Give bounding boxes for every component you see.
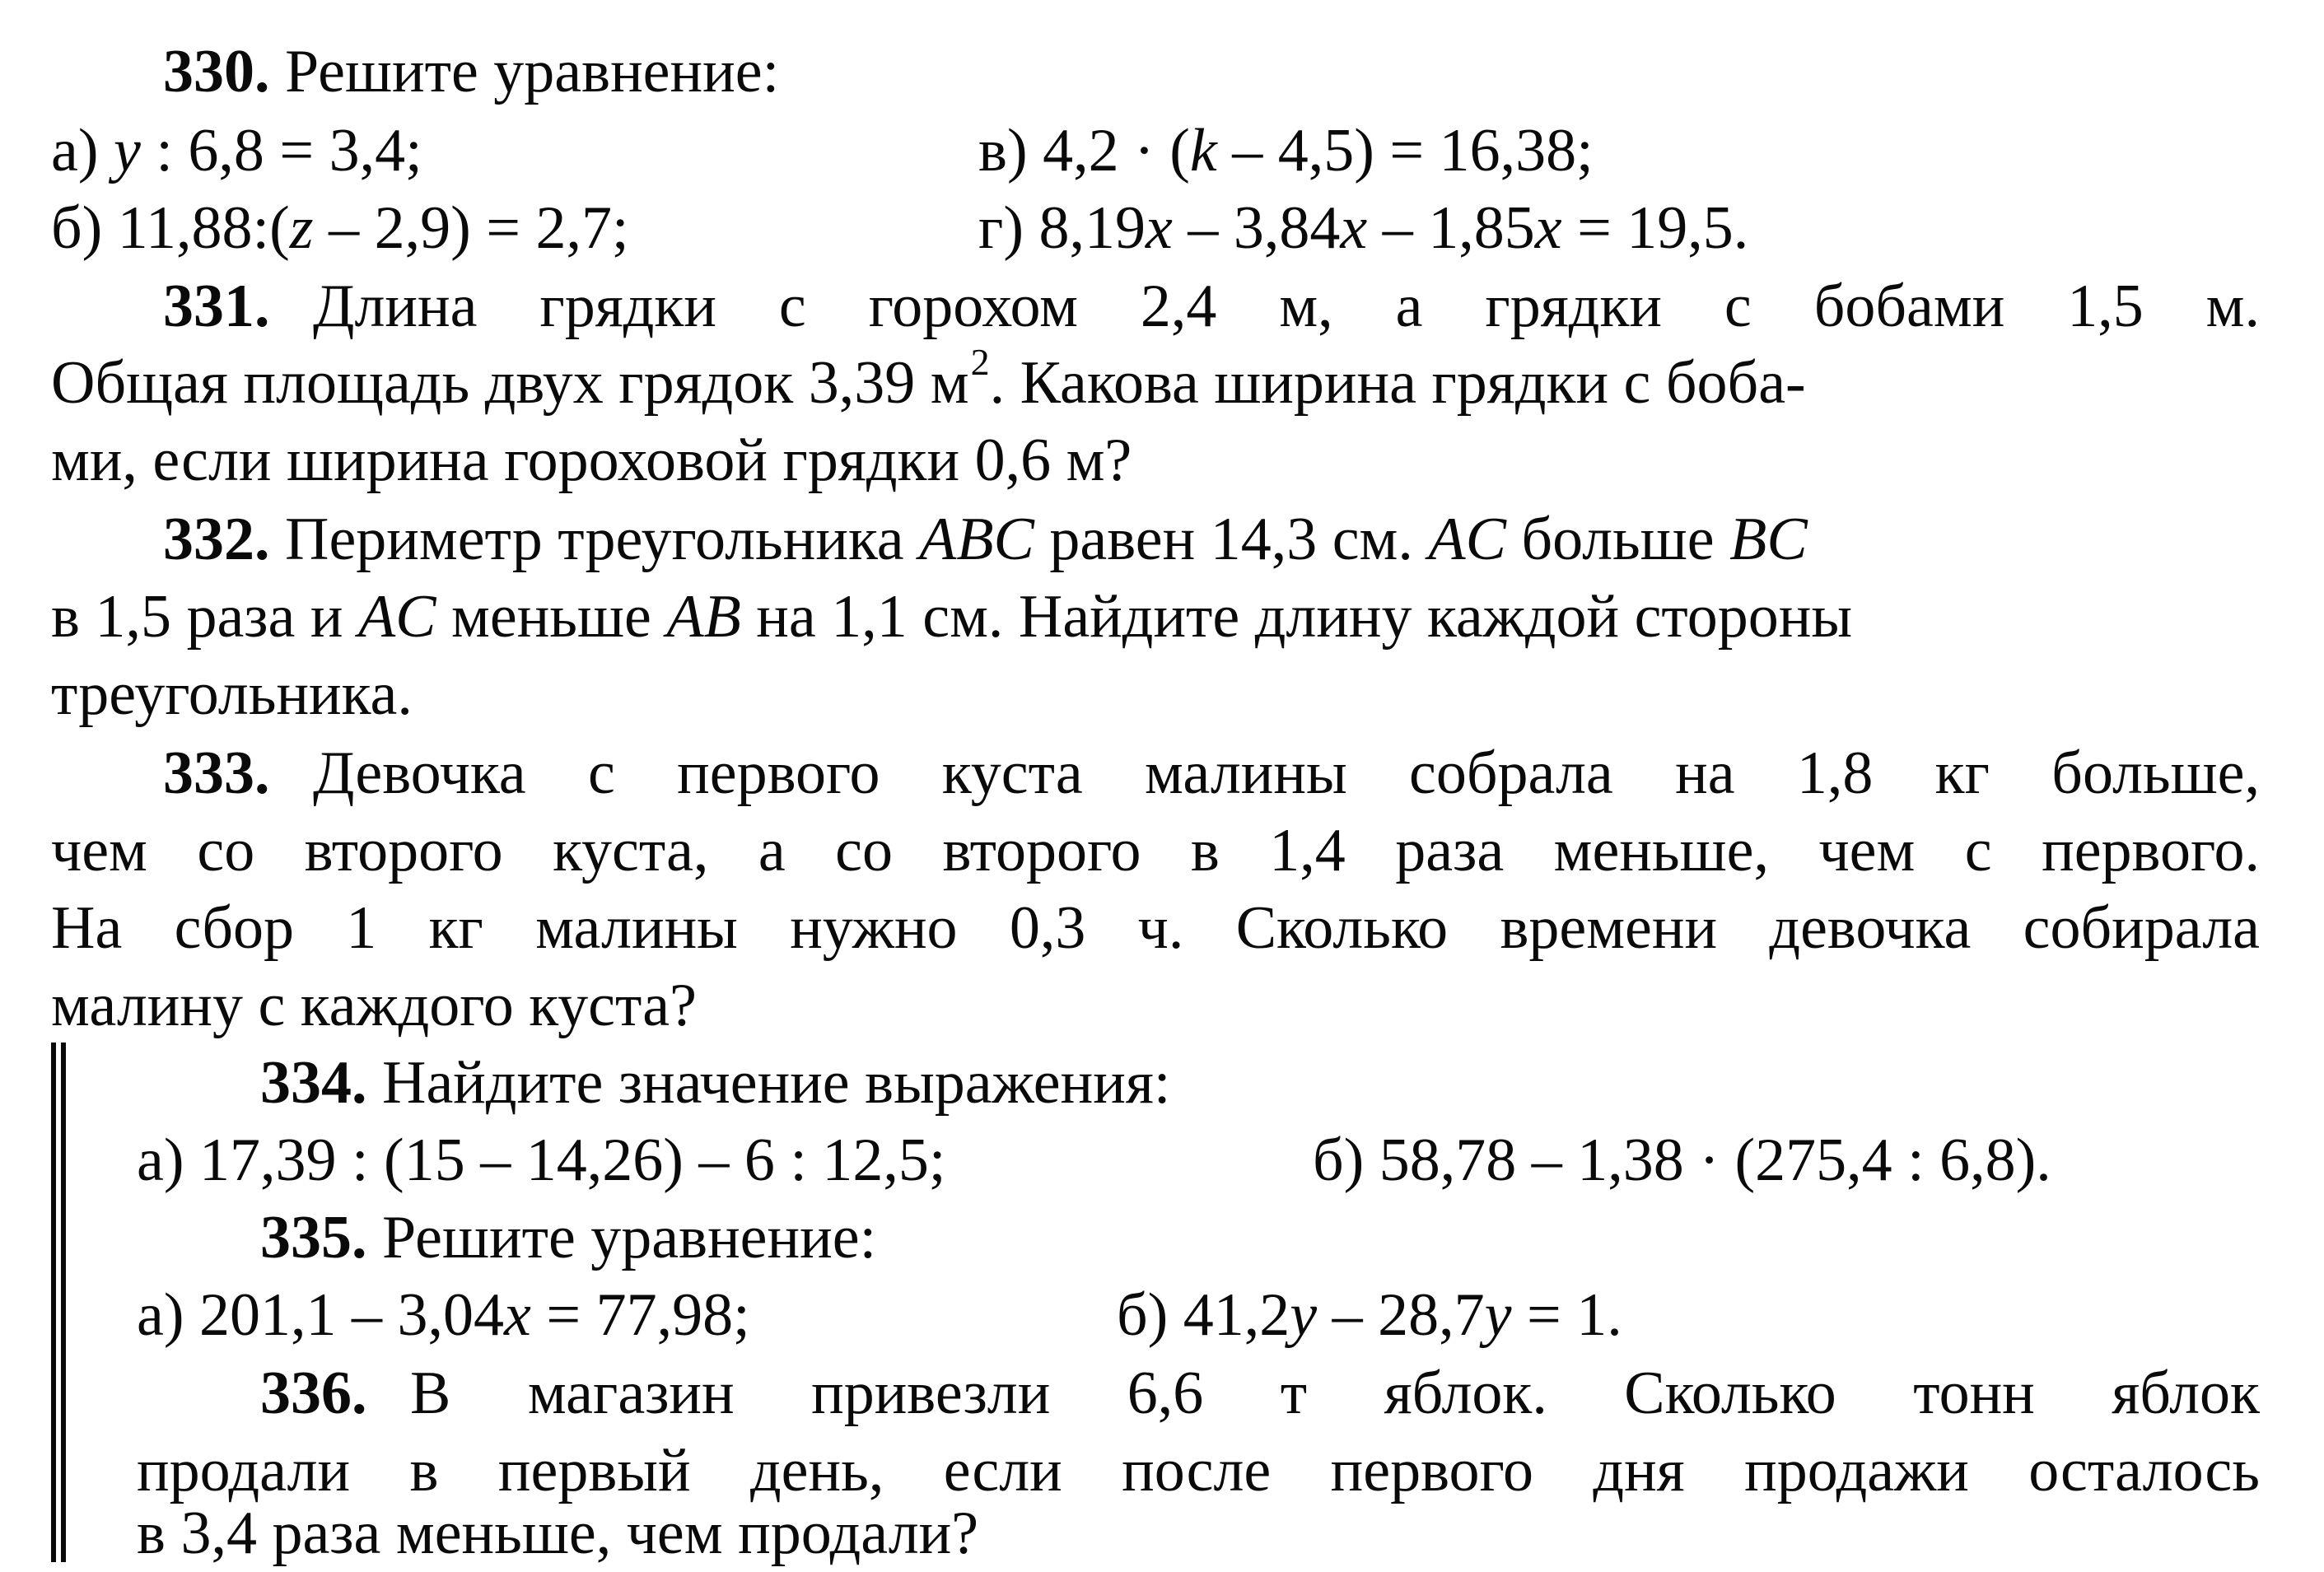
problem-title: Решите уравнение: — [285, 38, 780, 105]
problem-333-line-2 — [0, 812, 2324, 889]
problem-333-line-4 — [0, 967, 2324, 1044]
problem-number: 330. — [163, 38, 270, 105]
problem-number: 331. — [163, 273, 270, 340]
problem-335-row — [0, 1276, 2324, 1354]
problem-number: 333. — [163, 739, 270, 807]
problem-text: чем со второго куста, а со второго в 1,4 раза меньше, чем с первого. — [51, 817, 2260, 884]
problem-title: Найдите значение выражения: — [382, 1049, 1171, 1117]
problem-text: ми, если ширина гороховой грядки 0,6 м? — [51, 427, 1132, 494]
problem-336-line-1 — [0, 1355, 2324, 1432]
problem-331-line-2 — [0, 341, 2324, 422]
expression-b: б) 58,78 – 1,38 · (275,4 : 6,8). — [1313, 1127, 2051, 1194]
problem-334-heading — [0, 1044, 2324, 1122]
equation-b: б) 41,2y – 28,7y = 1. — [1117, 1281, 1622, 1349]
problem-330-row-1 — [0, 112, 2324, 189]
problem-text: продали в первый день, если после первого дня продажи осталось — [137, 1437, 2260, 1504]
problem-331-line-1 — [0, 268, 2324, 345]
problem-335-heading — [0, 1199, 2324, 1276]
problem-text: В магазин привезли 6,6 т яблок. Сколько тонн яблок — [410, 1360, 2260, 1427]
problem-333-line-3 — [0, 889, 2324, 967]
problem-333-line-1 — [0, 735, 2324, 812]
problem-number: 334. — [260, 1049, 367, 1117]
problem-title: Решите уравнение: — [382, 1204, 877, 1271]
problem-number: 335. — [260, 1204, 367, 1271]
expression-a: а) 17,39 : (15 – 14,26) – 6 : 12,5; — [137, 1127, 946, 1194]
problem-text: треугольника. — [51, 660, 413, 728]
problem-336-line-3 — [0, 1495, 2324, 1572]
problem-text: в 1,5 раза и AC меньше AB на 1,1 см. Найдите длину каждой стороны — [51, 583, 1853, 651]
problem-330-row-2 — [0, 189, 2324, 267]
problem-number: 336. — [260, 1360, 367, 1427]
equation-a: а) y : 6,8 = 3,4; — [51, 117, 422, 184]
problem-332-line-2 — [0, 578, 2324, 655]
problem-text: Девочка с первого куста малины собрала на 1,8 кг больше, — [313, 739, 2260, 807]
equation-a: а) 201,1 – 3,04x = 77,98; — [137, 1281, 750, 1349]
equation-v: в) 4,2 · (k – 4,5) = 16,38; — [978, 117, 1594, 184]
problem-text: Общая площадь двух грядок 3,39 $м^2$. Какова ширина грядки с боба- — [51, 341, 1806, 417]
problem-332-line-3 — [0, 655, 2324, 733]
problem-332-line-1 — [0, 501, 2324, 578]
problem-334-row — [0, 1122, 2324, 1199]
problem-text: 332. Периметр треугольника ABC равен 14,3 см. AC больше BC — [163, 506, 1808, 573]
problem-text: На сбор 1 кг малины нужно 0,3 ч. Сколько времени девочка собирала — [51, 894, 2260, 962]
problem-text: Длина грядки с горохом 2,4 м, а грядки с бобами 1,5 м. — [313, 273, 2260, 340]
problem-text: малину с каждого куста? — [51, 972, 697, 1039]
equation-g: г) 8,19x – 3,84x – 1,85x = 19,5. — [978, 194, 1749, 262]
problem-text: в 3,4 раза меньше, чем продали? — [137, 1500, 979, 1567]
problem-331-line-3 — [0, 422, 2324, 499]
problem-330-heading — [0, 33, 2324, 110]
equation-b: б) 11,88:(z – 2,9) = 2,7; — [51, 194, 629, 262]
